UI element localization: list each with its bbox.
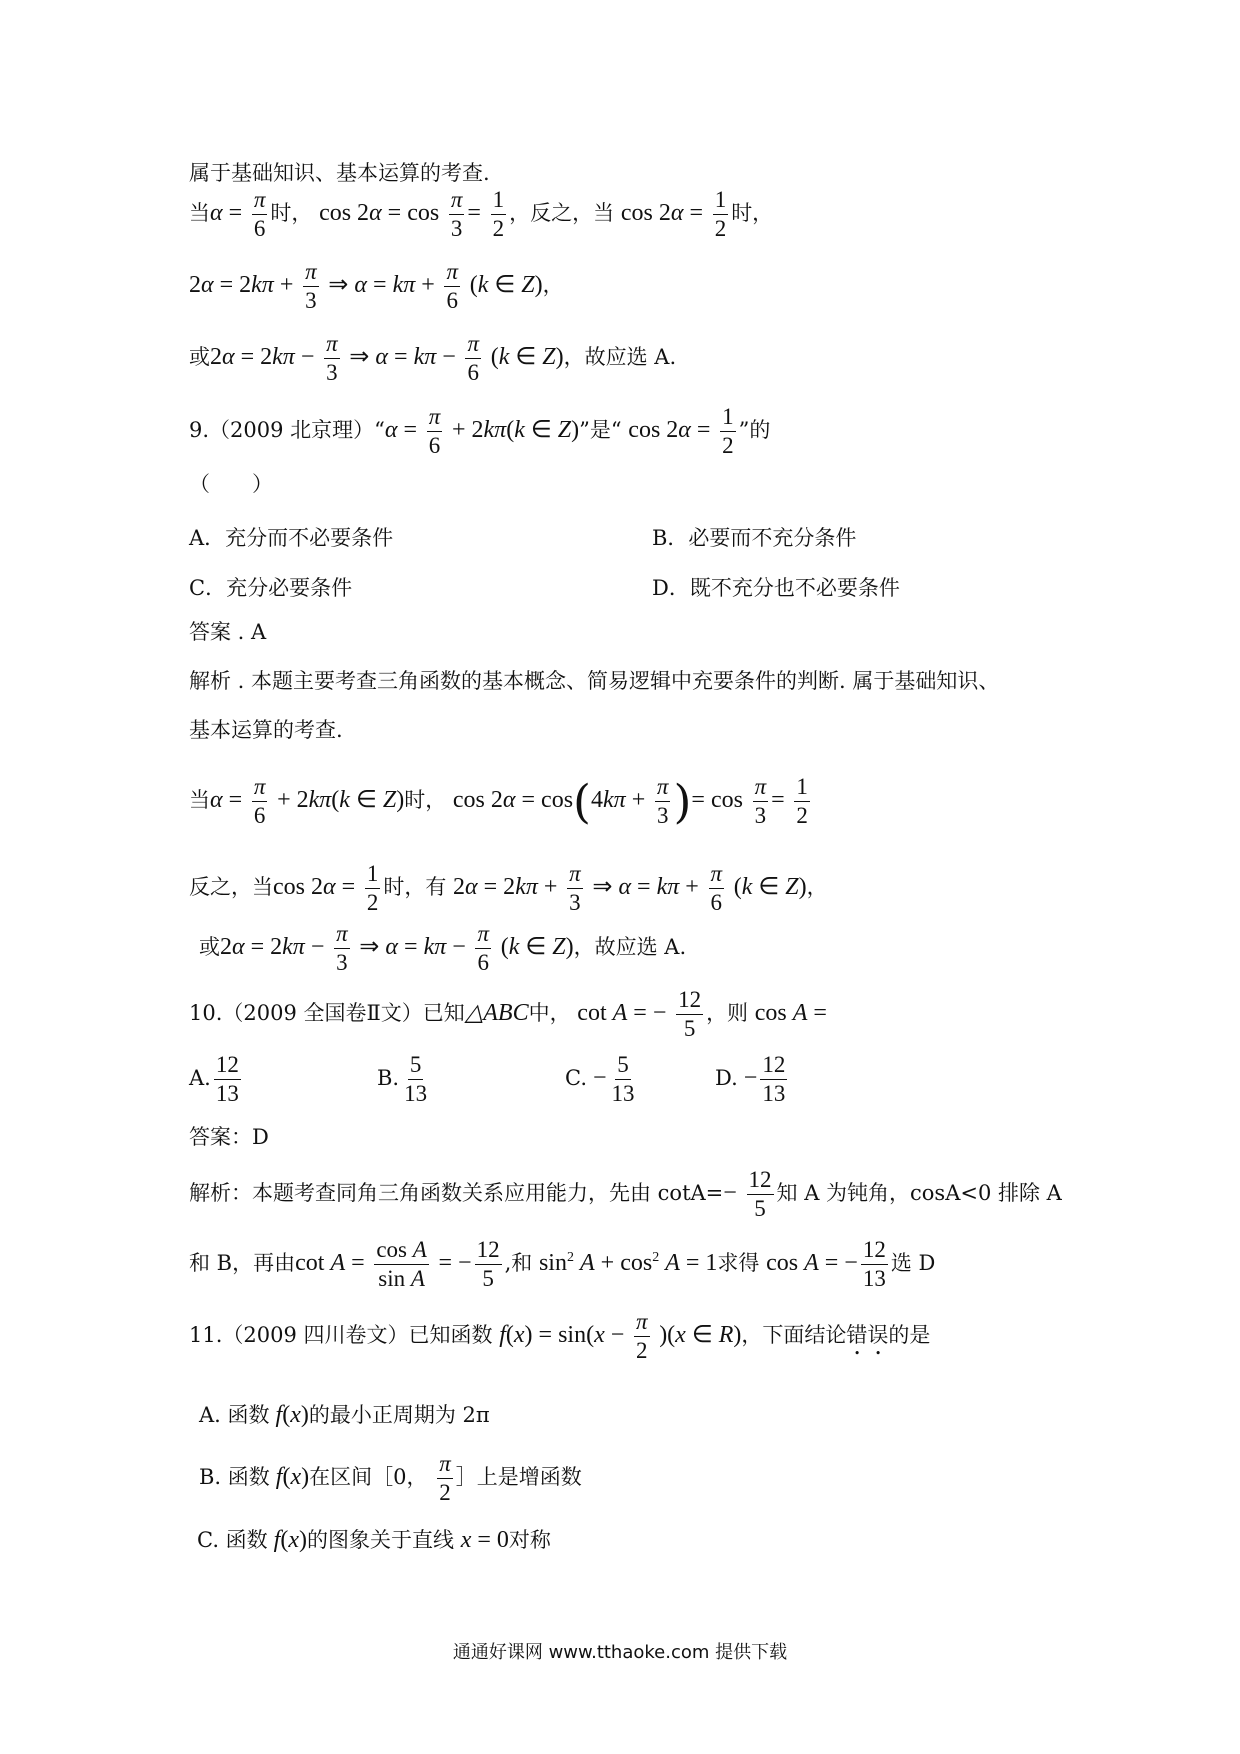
solution-9-line2: 反之，当cos 2α = $\frac{1}{2}$ 时，有 2α = 2kπ + $\frac{\pi}{3}$ ⇒ α = kπ + $\frac{\pi}{6}$ (k ∈ Z)， bbox=[189, 861, 828, 916]
option-11b: B. 函数 f(x)在区间［0， $\frac{\pi}{2}$ ］上是增函数 bbox=[199, 1451, 582, 1506]
question-10: 10.（2009 全国卷Ⅱ文）已知△ABC中， cot A = − $\frac{12}{5}$ ，则 cos A = bbox=[189, 987, 827, 1042]
option-10d: D. − $\frac{12}{13}$ bbox=[715, 1052, 786, 1107]
answer-10: 答案：D bbox=[189, 1125, 269, 1149]
math-line-2: 当α = $\frac{\pi}{6}$ 时， cos 2α = cos $\frac{\pi}{3}$ = $\frac{1}{2}$ ，反之，当 cos 2α = $\frac{1}{2}$ 时， bbox=[189, 187, 774, 242]
analysis-10-line1: 解析：本题考查同角三角函数关系应用能力，先由 cotA=− $\frac{12}{5}$ 知 A 为钝角，cosA<0 排除 A bbox=[189, 1167, 1062, 1222]
analysis-10-line2: 和 B，再由cot A = $\frac{\text{cos A}}{\text{sin A}}$ = − $\frac{12}{5}$ ,和 $\sin^2 A + \cos^2 A = 1$求得 cos A = − $\frac{12}{13}$ 选 D bbox=[189, 1237, 936, 1292]
option-9a: A．充分而不必要条件 bbox=[189, 526, 394, 550]
option-9d: D．既不充分也不必要条件 bbox=[652, 576, 900, 600]
solution-9-line3: 或2α = 2kπ − $\frac{\pi}{3}$ ⇒ α = kπ − $\frac{\pi}{6}$ (k ∈ Z)，故应选 A. bbox=[199, 921, 687, 976]
solution-9-line1: 当α = $\frac{\pi}{6}$ + 2kπ(k ∈ Z)时， cos 2α = cos(4kπ + $\frac{\pi}{3}$ )= cos $\frac{\pi}{3}$ = $\frac{1}{2}$ bbox=[189, 774, 808, 829]
text-line-1: 属于基础知识、基本运算的考查. bbox=[189, 161, 490, 185]
question-11: 11.（2009 四川卷文）已知函数 f(x) = sin(x − $\frac{\pi}{2}$ )(x ∈ R)，下面结论错误的是 bbox=[189, 1309, 931, 1364]
answer-paren: （ ） bbox=[189, 472, 273, 496]
option-10c: C. − $\frac{5}{13}$ bbox=[565, 1052, 635, 1107]
math-line-3: 2α = 2kπ + $\frac{\pi}{3}$ ⇒ α = kπ + $\frac{\pi}{6}$ (k ∈ Z)， bbox=[189, 259, 564, 314]
option-9b: B．必要而不充分条件 bbox=[652, 526, 857, 550]
answer-9: 答案 . A bbox=[189, 620, 267, 644]
option-11c: C. 函数 f(x)的图象关于直线 x = 0对称 bbox=[197, 1527, 551, 1553]
question-9: 9.（2009 北京理）“α = $\frac{\pi}{6}$ + 2kπ(k ∈ Z)”是“ cos 2α = $\frac{1}{2}$ ”的 bbox=[189, 404, 771, 459]
option-9c: C．充分必要条件 bbox=[189, 576, 353, 600]
option-10b: B. $\frac{5}{13}$ bbox=[377, 1052, 428, 1107]
analysis-9-line1: 解析 . 本题主要考查三角函数的基本概念、简易逻辑中充要条件的判断. 属于基础知识、 bbox=[189, 669, 1000, 693]
footer: 通通好课网 www.tthaoke.com 提供下载 bbox=[452, 1642, 788, 1663]
analysis-9-line2: 基本运算的考查. bbox=[189, 718, 343, 742]
math-line-4: 或2α = 2kπ − $\frac{\pi}{3}$ ⇒ α = kπ − $\frac{\pi}{6}$ (k ∈ Z)，故应选 A. bbox=[189, 331, 677, 386]
option-10a: A. $\frac{12}{13}$ bbox=[189, 1052, 239, 1107]
option-11a: A. 函数 f(x)的最小正周期为 2π bbox=[199, 1402, 490, 1428]
